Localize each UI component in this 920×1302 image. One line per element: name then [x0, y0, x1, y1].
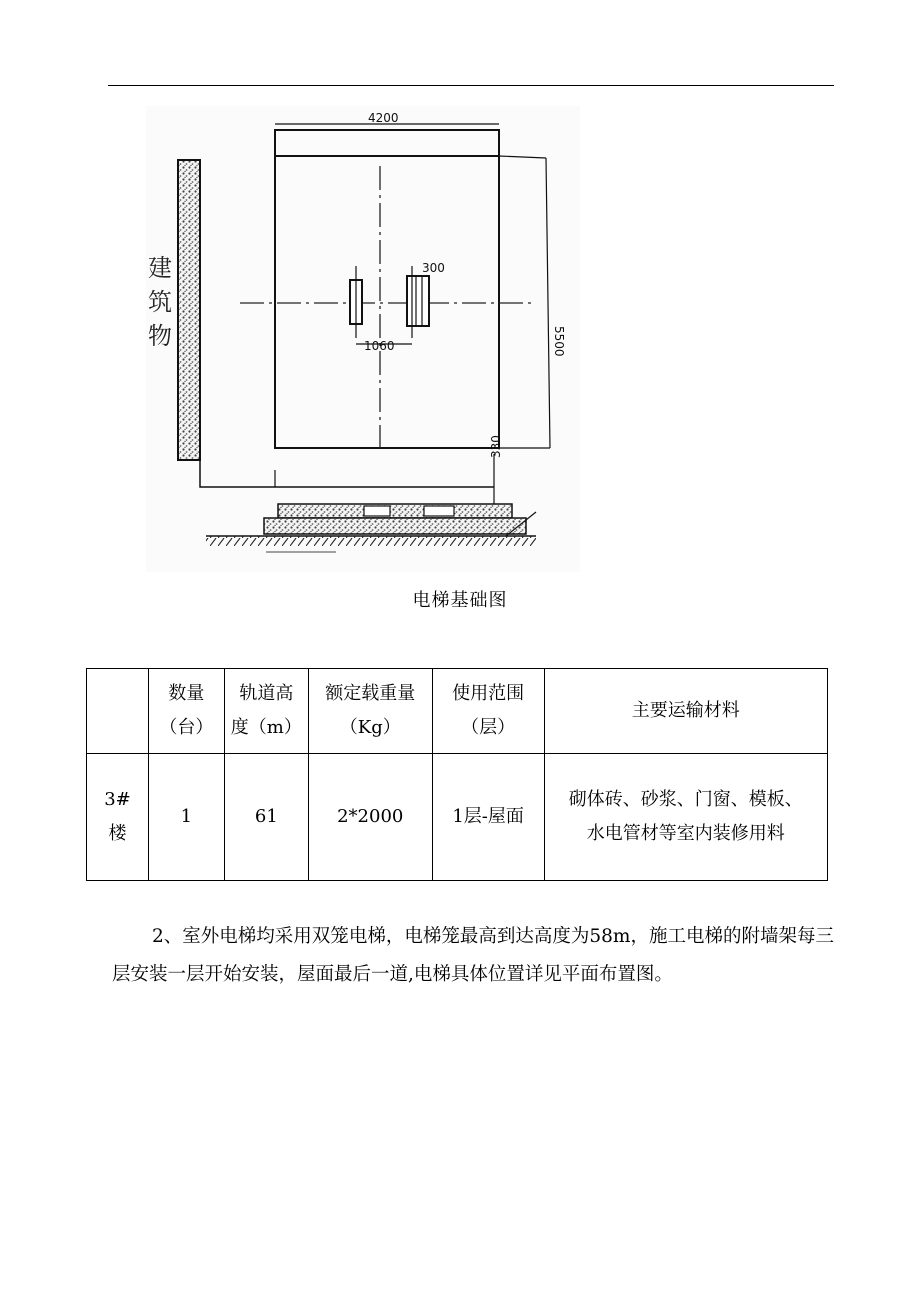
section-void-right: [424, 506, 454, 516]
section-void-left: [364, 506, 390, 516]
foundation-section-top: [278, 504, 512, 518]
figure-caption: 电梯基础图: [412, 590, 508, 611]
building-label-2: 筑: [148, 288, 172, 316]
cell-materials-line-2: 水电管材等室内装修用料: [586, 823, 785, 844]
header-cell-usage-range: [432, 669, 544, 754]
building-wall-strip: [178, 160, 200, 460]
elevator-spec-table: [86, 668, 828, 881]
dimension-height: 5500: [552, 326, 566, 357]
header-cell-rated-load: [308, 669, 432, 754]
cell-usage-range: 1层-屋面: [432, 754, 544, 881]
header-rail-line-1: 轨道高: [239, 683, 294, 704]
dimension-mast: 300: [422, 261, 445, 275]
building-label-1: 建: [148, 254, 172, 282]
cell-rail-height: 61: [224, 754, 308, 881]
header-cell-quantity: [148, 669, 224, 754]
header-load-line-1: 额定载重量: [325, 683, 416, 704]
table-row: [87, 754, 828, 881]
ground-hatch: [206, 536, 536, 546]
table-header-row: [87, 669, 828, 754]
cell-building: [87, 754, 149, 881]
cell-materials-line-1: 砌体砖、砂浆、门窗、模板、: [568, 789, 803, 810]
cell-building-line-2: 楼: [108, 823, 127, 844]
header-rule: [108, 85, 834, 86]
body-paragraph: [112, 918, 834, 994]
cell-quantity: 1: [148, 754, 224, 881]
header-cell-materials: [544, 669, 827, 754]
header-quantity-line-2: （台）: [159, 717, 214, 738]
cell-building-line-1: 3#: [104, 789, 131, 810]
header-rail-line-2: 度（m）: [230, 717, 302, 738]
header-cell-rail-height: [224, 669, 308, 754]
drawing-background: [146, 106, 580, 572]
header-range-line-1: 使用范围: [452, 683, 525, 704]
mast-right: [407, 276, 429, 326]
header-cell-blank: [87, 669, 149, 754]
foundation-section-base: [264, 518, 526, 534]
header-quantity-line-1: 数量: [168, 683, 205, 704]
dimension-offset: 330: [489, 435, 503, 458]
dimension-rail-gap: 1060: [364, 339, 395, 353]
header-materials-line-1: 主要运输材料: [631, 700, 740, 721]
elevator-foundation-drawing: [146, 106, 580, 572]
cell-rated-load: 2*2000: [308, 754, 432, 881]
header-load-line-2: （Kg）: [339, 717, 401, 738]
building-label-3: 物: [148, 322, 172, 350]
dimension-width: 4200: [368, 111, 399, 125]
header-range-line-2: （层）: [461, 717, 516, 738]
paragraph-text: 2、室外电梯均采用双笼电梯，电梯笼最高到达高度为58m，施工电梯的附墙架每三层安装一层开始安装，屋面最后一道,电梯具体位置详见平面布置图。: [112, 926, 834, 985]
cell-materials: [544, 754, 827, 881]
